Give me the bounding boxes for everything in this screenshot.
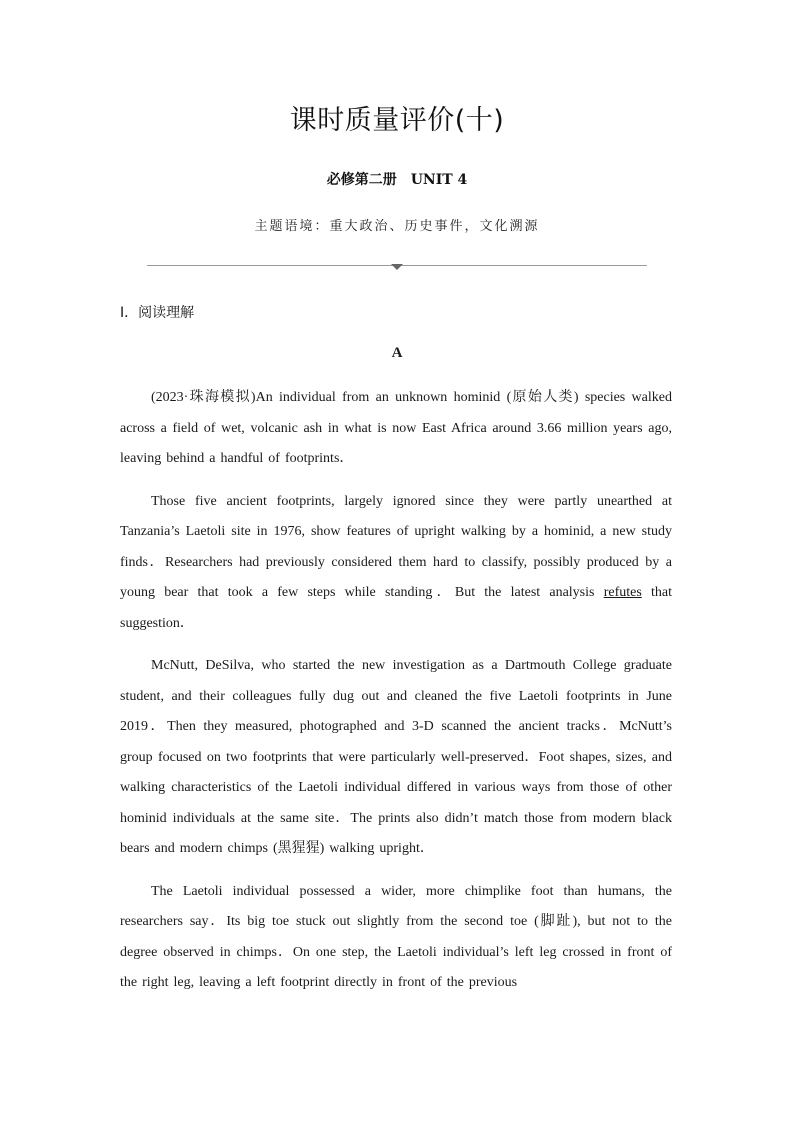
page-title: 课时质量评价(十) [289, 105, 505, 136]
unit-label: UNIT 4 [410, 172, 468, 188]
page-subtitle [0, 169, 794, 189]
underlined-word: refutes [603, 585, 642, 600]
paragraph-3: McNutt, DeSilva, who started the new investigation as a Dartmouth College graduate student, and their colleagues fully dug out and cleaned the five Laetoli footprints in June 2019．Then they measured, photographed and 3-D scanned the ancient tracks．McNutt’s group focused on two footprints that were particularly well-preserved．Foot shapes, sizes, and walking characteristics of the Laetoli individual differed in various ways from those of other hominid individuals at the same site．The prints also didn’t match those from modern black bears and modern chimps (黑猩猩) walking upright． [120, 658, 672, 856]
divider-triangle-icon [391, 264, 403, 270]
paragraph-4: The Laetoli individual possessed a wider, more chimplike foot than humans, the researchers say．Its big toe stuck out slightly from the second toe (脚趾), but not to the degree observed in chimps．On one step, the Laetoli individual’s left leg crossed in front of the right leg, leaving a left footprint directly in front of the previous [120, 883, 672, 990]
theme-context: 主题语境：重大政治、历史事件，文化溯源 [254, 219, 540, 234]
passage-label: A [391, 345, 403, 361]
passage-body [120, 383, 672, 1011]
paragraph-2-text-b: that suggestion． [120, 585, 672, 631]
textbook-volume: 必修第二册 [326, 172, 397, 188]
paragraph-2-text-a: Those five ancient footprints, largely ignored since they were partly unearthed at Tanzania’s Laetoli site in 1976, show features of upright walking by a hominid, a new study finds．Researchers had previously considered them hard to classify, possibly produced by a young bear that took a few steps while standing．But the latest analysis [120, 493, 672, 600]
section-heading: Ⅰ．阅读理解 [120, 305, 195, 321]
paragraph-1: (2023·珠海模拟)An individual from an unknown hominid (原始人类) species walked across a field of wet, volcanic ash in what is now East Africa around 3.66 million years ago, leaving behind a handful of footprints． [120, 390, 672, 466]
paragraph-2 [120, 487, 672, 640]
